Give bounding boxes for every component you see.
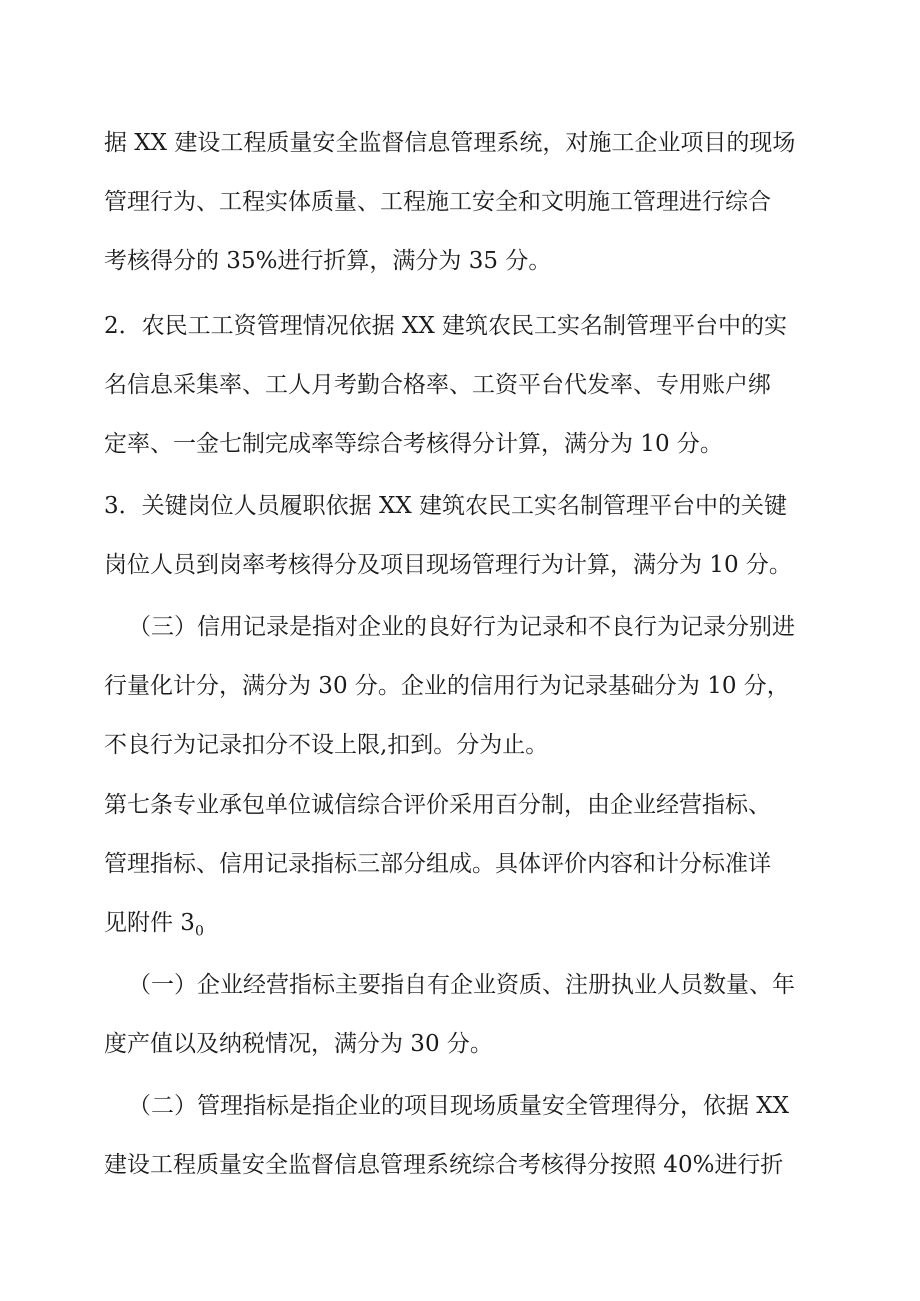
paragraph-line: 2．农民工工资管理情况依据 XX 建筑农民工实名制管理平台中的实 <box>104 313 788 339</box>
paragraph-line: 名信息采集率、工人月考勤合格率、工资平台代发率、专用账户绑 <box>104 372 771 398</box>
subscript-text: 0 <box>194 923 204 940</box>
paragraph-line: 建设工程质量安全监督信息管理系统综合考核得分按照 40%进行折 <box>104 1152 784 1178</box>
paragraph-line: 考核得分的 35%进行折算，满分为 35 分。 <box>104 248 552 274</box>
paragraph-line: 管理行为、工程实体质量、工程施工安全和文明施工管理进行综合 <box>104 189 771 215</box>
paragraph-line-text: 见附件 3 <box>104 910 195 936</box>
paragraph-line: 管理指标、信用记录指标三部分组成。具体评价内容和计分标准详 <box>104 851 771 877</box>
paragraph-line: 定率、一金七制完成率等综合考核得分计算，满分为 10 分。 <box>104 431 723 457</box>
paragraph-line: （二）管理指标是指企业的项目现场质量安全管理得分，依据 XX <box>128 1093 790 1119</box>
paragraph-line: 岗位人员到岗率考核得分及项目现场管理行为计算，满分为 10 分。 <box>104 552 792 578</box>
paragraph-line <box>104 908 204 938</box>
paragraph-line: 行量化计分，满分为 30 分。企业的信用行为记录基础分为 10 分， <box>104 673 790 699</box>
paragraph-line: 度产值以及纳税情况，满分为 30 分。 <box>104 1031 493 1057</box>
paragraph-line: （三）信用记录是指对企业的良好行为记录和不良行为记录分别进 <box>128 614 795 640</box>
paragraph-line: 据 XX 建设工程质量安全监督信息管理系统，对施工企业项目的现场 <box>104 130 796 156</box>
paragraph-line: 不良行为记录扣分不设上限,扣到。分为止。 <box>104 732 549 758</box>
paragraph-line: 3．关键岗位人员履职依据 XX 建筑农民工实名制管理平台中的关键 <box>104 493 788 519</box>
paragraph-line: （一）企业经营指标主要指自有企业资质、注册执业人员数量、年 <box>128 972 795 998</box>
paragraph-line: 第七条专业承包单位诚信综合评价采用百分制，由企业经营指标、 <box>104 792 771 818</box>
